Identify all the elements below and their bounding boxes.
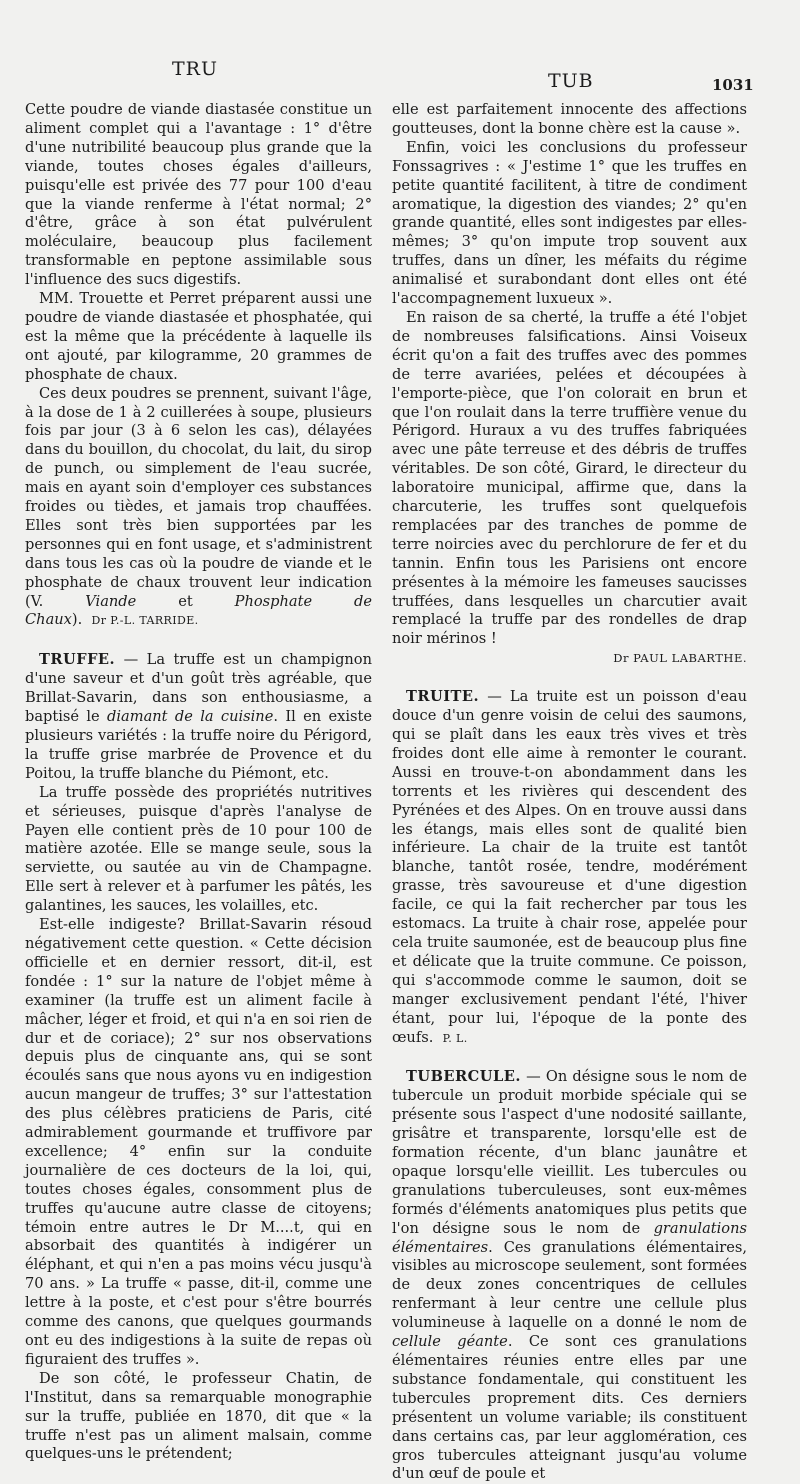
running-head-left: TRU (172, 58, 218, 80)
emphasis-cellule-geante: cellule géante (392, 1333, 508, 1351)
emphasis-granulations: granulations élémentaires (392, 1219, 747, 1256)
paragraph-falsifications: En raison de sa cherté, la truffe a été l'objet de nombreuses falsifications. Ainsi Voiseux écrit qu'on a fait des truffes avec des pommes de terre avariées, pelées et découpées à l'emporte-pièce, que l'on colorait en brun et que l'on roulait dans la terre truffière venue du Périgord. Huraux a vu des truffes fabriquées avec une pâte terreuse et des débris de truffes véritables. De son côté, Girard, le directeur du laboratoire municipal, affirme que, dans la charcuterie, les truffes sont quelquefois remplacées par des tranches de pomme de terre noircies avec du perchlorure de fer et du tannin. Enfin tous les Parisiens ont encore présentes à la mémoire les fameuses saucisses truffées, dans lesquelles un charcutier avait remplacé la truffe par des rondelles de drap noir mérinos ! (392, 308, 747, 648)
entry-text: — On désigne sous le nom de tubercule un produit morbide spéciale qui se présente sous l'aspect d'une nodosité saillante, grisâtre et transparente, lorsqu'elle est de formation récente, d'un blanc jaunâtre et opaque lorsqu'elle vieillit. Les tubercules ou granulations tuberculeuses, sont eux-mêmes formés d'éléments anatomiques plus petits que l'on désigne sous le nom de (392, 1068, 747, 1237)
entry-text: — La truite est un poisson d'eau douce d'un genre voisin de celui des saumons, qui se plaît dans les eaux très vives et très froides dont elle aime à remonter le courant. Aussi en trouve-t-on abondamment dans les torrents et les rivières qui descendent des Pyrénées et des Alpes. On en trouve aussi dans les étangs, mais elles sont de qualité bien inférieure. La chair de la truite est tantôt blanche, tantôt rosée, tendre, modérément grasse, très savoureuse et d'une digestion facile, ce qui la fait rechercher par tous les estomacs. La truite à chair rose, appelée pour cela truite saumonée, est de beaucoup plus fine et délicate que la truite commune. Ce poisson, qui s'accommode comme le saumon, doit se manger exclusivement pendant l'été, l'hiver étant, pour lui, l'époque de la ponte des œufs. (392, 688, 747, 1046)
ref-phosphate: Phosphate de Chaux (25, 592, 372, 629)
entry-text: . Il en existe plusieurs variétés : la truffe noire du Périgord, la truffe grise marbrée de Provence et du Poitou, la truffe blanche du Piémont, etc. (25, 708, 372, 782)
running-head-right: TUB (548, 70, 594, 92)
paragraph-truffe-proprietes: La truffe possède des propriétés nutritives et sérieuses, puisque d'après l'analyse de Payen elle contient près de 10 pour 100 de matière azotée. Elle se mange seule, sous la serviette, ou sautée au vin de Champagne. Elle sert à relever et à parfumer les pâtés, les galantines, les sauces, les volailles, etc. (25, 783, 372, 915)
signature-labarthe: Dr PAUL LABARTHE. (613, 651, 747, 666)
emphasis-diamant: diamant de la cuisine (107, 708, 274, 726)
paragraph-viande-poudre: Cette poudre de viande diastasée constitue un aliment complet qui a l'avantage : 1° d'être d'une nutribilité beaucoup plus grande que la viande, toutes choses égales d'ailleurs, puisqu'elle est privée des 77 pour 100 d'eau que la viande renferme à l'état normal; 2° d'être, grâce à son état pulvérulent moléculaire, beaucoup plus facilement transformable en peptone assimilable sous l'influence des sucs digestifs. (25, 101, 372, 289)
paragraph-fonssagrives: Enfin, voici les conclusions du professeur Fonssagrives : « J'estime 1° que les truffes en petite quantité facilitent, à titre de condiment aromatique, la digestion des viandes; 2° qu'en grande quantité, elles sont indigestes par elles-mêmes; 3° qu'on impute trop souvent aux truffes, dans un dîner, les méfaits du régime animalisé et surabondant dont elles ont été l'accompagnement luxueux ». (392, 138, 747, 308)
ref-close: ). (71, 611, 83, 629)
paragraph-text: Ces deux poudres se prennent, suivant l'âge, à la dose de 1 à 2 cuillerées à soupe, plusieurs fois par jour (3 à 6 selon les cas), délayées dans du bouillon, du chocolat, du lait, du sirop de punch, ou simplement de l'eau sucrée, mais en ayant soin d'employer ces substances froides ou tièdes, et jamais trop chauffées. Elles sont très bien supportées par les personnes qui en font usage, et s'administrent dans tous les cas où la poudre de viande et le phosphate de chaux trouvent leur indication (25, 384, 372, 591)
ref-mid: et (136, 592, 235, 610)
paragraph-deux-poudres (25, 385, 372, 632)
paragraph-truffe-indigeste: Est-elle indigeste? Brillat-Savarin résoud négativement cette question. « Cette décision officielle et en dernier ressort, dit-il, est fondée : 1° sur la nature de l'objet même à examiner (la truffe est un aliment facile à mâcher, léger et froid, et qui n'a en soi rien de dur et de coriace); 2° sur nos observations depuis plus de cinquante ans, qui se sont écoulés sans que nous ayons vu en indigestion aucun mangeur de truffes; 3° sur l'attestation des plus célèbres praticiens de Paris, cité admirablement gourmande et truffivore par excellence; 4° enfin sur la conduite journalière de ces docteurs de la loi, qui, toutes choses égales, consomment plus de truffes qu'aucune autre classe de citoyens; témoin entre autres le Dr M....t, qui en absorbait des quantités à indigérer un éléphant, et qui n'en a pas moins vécu jusqu'à 70 ans. » La truffe « passe, dit-il, comme une lettre à la poste, et c'est pour s'être bourrés comme des canons, que quelques gourmands ont eu des indigestions à la suite de repas où figuraient des truffes ». (25, 916, 372, 1368)
entry-text: . Ce sont ces granulations élémentaires réunies entre elles par une substance fondamentale, qui constituent les tubercules proprement dits. Ces derniers présentent un volume variable; ils constituent dans certains cas, par leur agglomération, ces gros tubercules atteignant jusqu'au volume d'un œuf de poule et (392, 1333, 747, 1483)
spacer (392, 668, 747, 688)
spacer (25, 631, 372, 651)
ref-open: (V. (25, 592, 86, 610)
signature-tarride: Dr P.-L. TARRIDE. (91, 614, 199, 628)
entry-truffe (25, 651, 372, 783)
paragraph-chatin-suite: elle est parfaitement innocente des affections goutteuses, dont la bonne chère est la cause ». (392, 101, 747, 137)
ref-viande: Viande (85, 592, 137, 610)
spacer (392, 1048, 747, 1068)
entry-tubercule (392, 1068, 747, 1484)
entry-truite (392, 688, 747, 1048)
entry-text: — La truffe est un champignon d'une saveur et d'un goût très agréable, que Brillat-Savarin, dans son enthousiasme, a baptisé le (25, 651, 372, 726)
entry-heading-truffe: TRUFFE. (39, 651, 116, 669)
right-column (392, 101, 747, 1484)
entry-text: . Ces granulations élémentaires, visibles au microscope seulement, sont formées de deux zones concentriques de cellules renfermant à leur centre une cellule plus volumineuse à laquelle on a donné le nom de (392, 1238, 747, 1332)
page-number: 1031 (712, 76, 754, 94)
entry-heading-truite: TRUITE. (406, 688, 480, 706)
entry-heading-tubercule: TUBERCULE. (406, 1068, 521, 1086)
paragraph-trouette-perret: MM. Trouette et Perret préparent aussi une poudre de viande diastasée et phosphatée, qui est la même que la précédente à laquelle ils ont ajouté, par kilogramme, 20 grammes de phosphate de chaux. (25, 290, 372, 383)
left-column (25, 101, 372, 1464)
paragraph-truffe-chatin: De son côté, le professeur Chatin, de l'Institut, dans sa remarquable monographie sur la truffe, publiée en 1870, dit que « la truffe n'est pas un aliment malsain, comme quelques-uns le prétendent; (25, 1369, 372, 1463)
signature-pl: P. L. (442, 1031, 468, 1045)
